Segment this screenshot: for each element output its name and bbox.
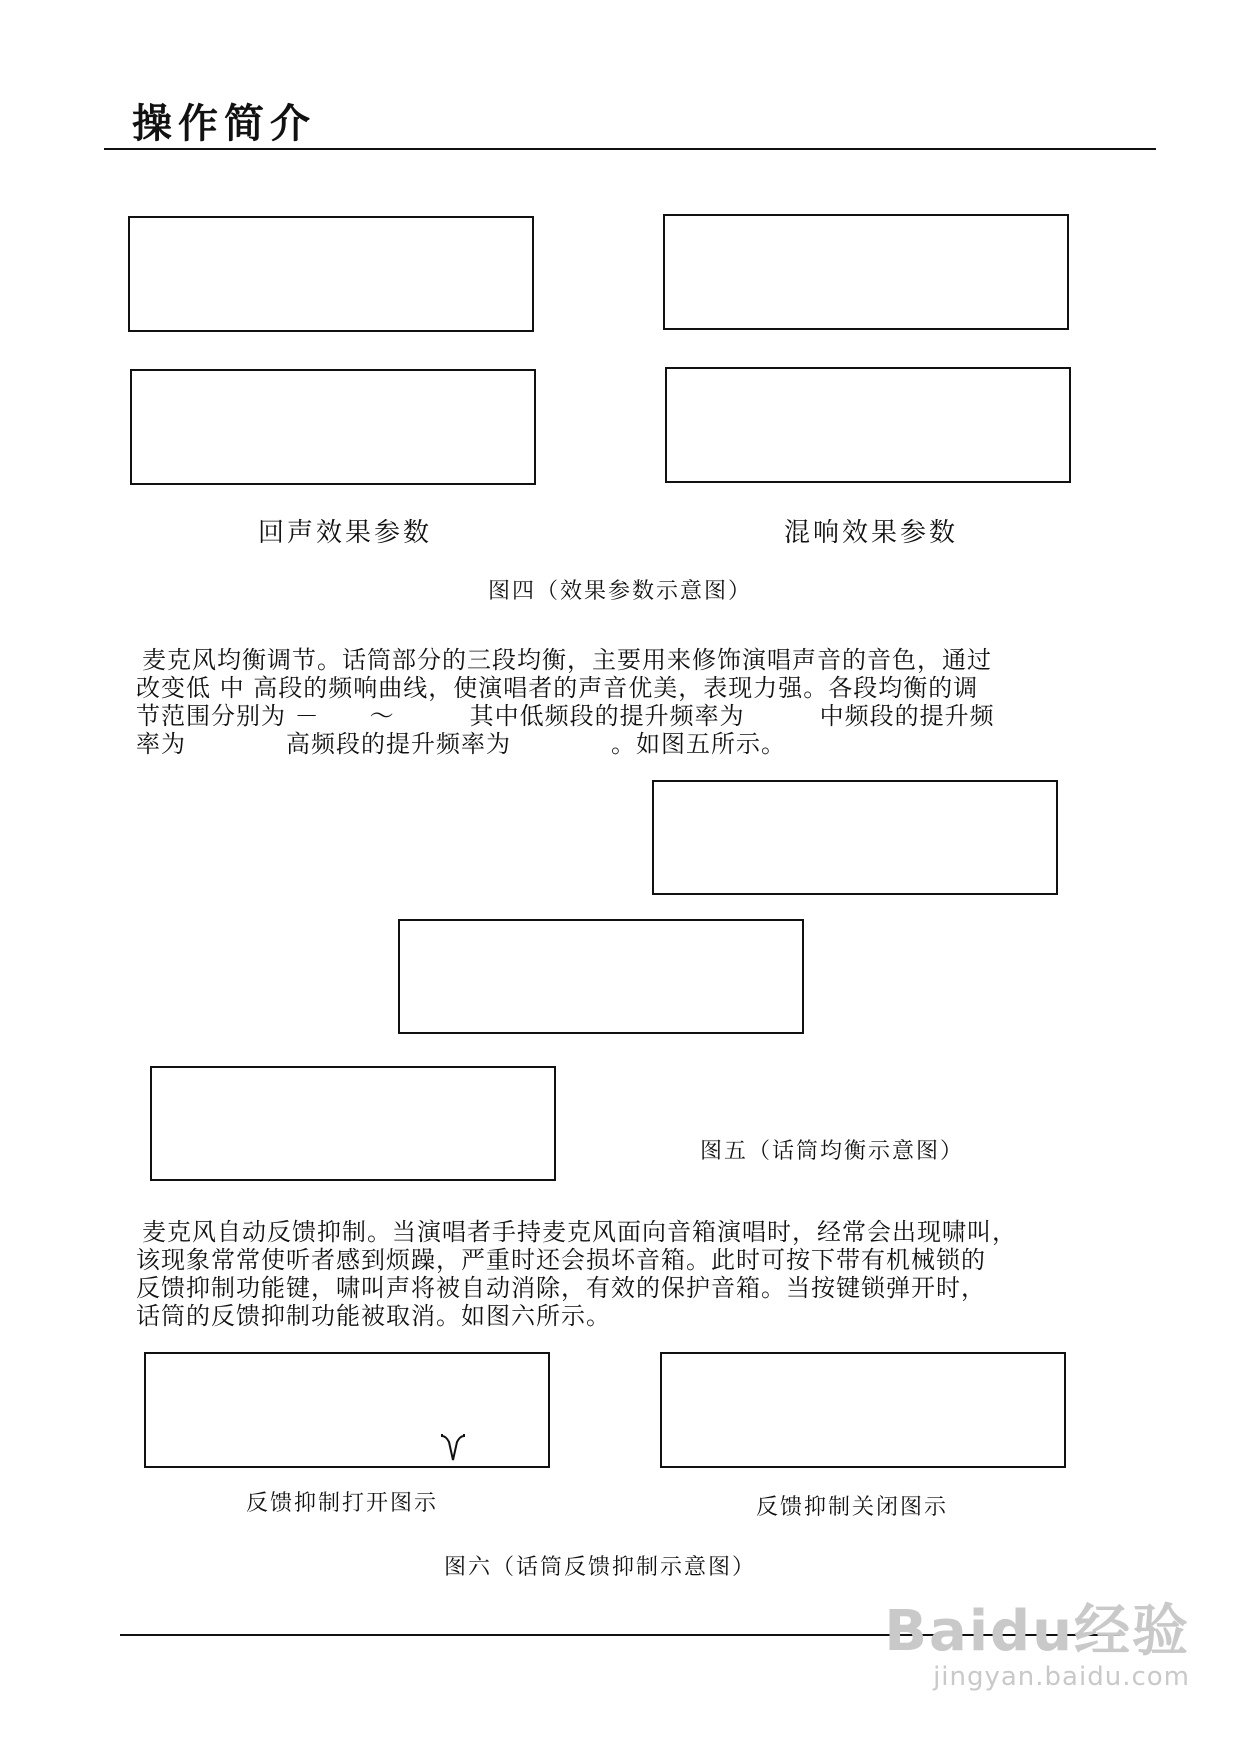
reverb-label: 混响效果参数 <box>784 518 959 548</box>
watermark <box>884 1599 1190 1692</box>
eq-image-high <box>652 780 1058 895</box>
eq-paragraph <box>136 646 1096 758</box>
echo-param-image-1 <box>128 216 534 332</box>
figure6-caption: 图六（话筒反馈抑制示意图） <box>444 1555 757 1580</box>
watermark-url: jingyan.baidu.com <box>933 1662 1190 1692</box>
feedback-on-image <box>144 1352 550 1468</box>
paragraph-line: 麦克风自动反馈抑制。当演唱者手持麦克风面向音箱演唱时，经常会出现啸叫， <box>142 1218 1017 1246</box>
feedback-paragraph <box>136 1218 1096 1330</box>
feedback-off-label: 反馈抑制关闭图示 <box>756 1495 949 1520</box>
paragraph-line: 率为 高频段的提升频率为 。如图五所示。 <box>136 730 786 758</box>
reverb-param-image-1 <box>663 214 1069 330</box>
echo-param-image-2 <box>130 369 536 485</box>
feedback-off-image <box>660 1352 1066 1468</box>
reverb-param-image-2 <box>665 367 1071 483</box>
header-rule <box>104 148 1156 150</box>
paragraph-line: 麦克风均衡调节。话筒部分的三段均衡，主要用来修饰演唱声音的音色，通过 <box>142 646 992 674</box>
watermark-logo: Baidu经验 <box>884 1599 1190 1664</box>
echo-label: 回声效果参数 <box>258 518 433 548</box>
figure4-caption: 图四（效果参数示意图） <box>488 579 753 604</box>
feedback-on-label: 反馈抑制打开图示 <box>246 1491 439 1516</box>
feedback-notch-icon <box>440 1432 466 1462</box>
paragraph-line: 反馈抑制功能键，啸叫声将被自动消除，有效的保护音箱。当按键锁弹开时， <box>136 1274 986 1302</box>
figure5-caption: 图五（话筒均衡示意图） <box>700 1139 965 1164</box>
paragraph-line: 该现象常常使听者感到烦躁，严重时还会损坏音箱。此时可按下带有机械锁的 <box>136 1246 986 1274</box>
paragraph-line: 话筒的反馈抑制功能被取消。如图六所示。 <box>136 1302 611 1330</box>
eq-image-low <box>150 1066 556 1181</box>
paragraph-line: 节范围分别为 － ～ 其中低频段的提升频率为 中频段的提升频 <box>136 702 995 730</box>
paragraph-line: 改变低 中 高段的频响曲线，使演唱者的声音优美，表现力强。各段均衡的调 <box>136 674 979 702</box>
eq-image-mid <box>398 919 804 1034</box>
page-title: 操作简介 <box>132 101 316 147</box>
